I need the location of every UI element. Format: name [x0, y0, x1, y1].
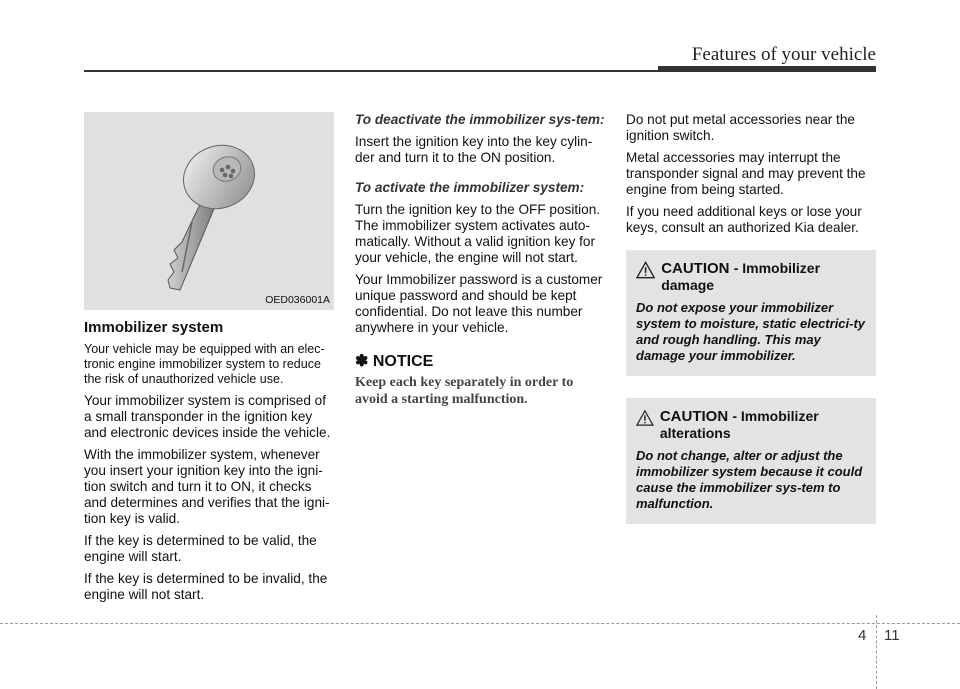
- caution-title: [660, 408, 868, 442]
- caution-text: Do not expose your immobilizer system to moisture, static electrici-ty and rough handling. This may damage your immobilizer.: [636, 300, 866, 363]
- body-paragraph: If the key is determined to be valid, the engine will start.: [84, 533, 317, 564]
- page-number: 11: [884, 627, 900, 644]
- deactivate-heading: To deactivate the immobilizer sys-tem:: [355, 112, 605, 127]
- body-paragraph: If you need additional keys or lose your keys, consult an authorized Kia dealer.: [626, 204, 862, 235]
- ignition-key-illustration: [84, 112, 334, 310]
- figure-caption: OED036001A: [265, 294, 330, 306]
- warning-triangle-icon: [636, 261, 655, 279]
- activate-text: Turn the ignition key to the OFF position. The immobilizer system activates auto-matically. Without a valid ignition key for your vehicle, the engine will not start.: [355, 202, 601, 265]
- key-figure: [84, 112, 334, 310]
- intro-paragraph: Your vehicle may be equipped with an elec-tronic engine immobilizer system to reduce the risk of unauthorized vehicle use.: [84, 342, 325, 386]
- deactivate-text: Insert the ignition key into the key cylin-der and turn it to the ON position.: [355, 134, 593, 165]
- caution-topic: - Immobilizer damage: [661, 260, 821, 293]
- warning-triangle-icon: [636, 409, 654, 427]
- body-paragraph: Your immobilizer system is comprised of a small transponder in the ignition key and electronic devices inside the vehicle.: [84, 393, 331, 440]
- password-text: Your Immobilizer password is a customer unique password and should be kept confidential. Do not leave this number anywhere in your vehicle.: [355, 272, 603, 335]
- caution-label: CAUTION: [659, 408, 729, 425]
- caution-label: CAUTION: [661, 260, 730, 277]
- chapter-number: 4: [858, 627, 867, 644]
- footer-rule: [0, 623, 960, 624]
- caution-box-alterations: [626, 398, 876, 524]
- caution-text: Do not change, alter or adjust the immobilizer system because it could cause the immobilizer sys-tem to malfunction.: [636, 448, 863, 511]
- section-heading: Immobilizer system: [84, 319, 224, 336]
- notice-text: Keep each key separately in order to avoid a starting malfunction.: [355, 375, 574, 407]
- body-paragraph: With the immobilizer system, whenever you insert your ignition key into the igni-tion switch and turn it to ON, it checks and determines and verifies that the igni-tion key is valid.: [84, 447, 330, 526]
- body-paragraph: Do not put metal accessories near the ignition switch.: [626, 112, 855, 143]
- header-rule-accent: [658, 66, 876, 72]
- caution-box-damage: [626, 250, 876, 376]
- column-left: [84, 112, 334, 609]
- running-header: Features of your vehicle: [691, 44, 876, 65]
- caution-topic: - Immobilizer alterations: [659, 408, 819, 441]
- page-number-separator: [876, 615, 877, 689]
- notice-heading: ✽ NOTICE: [355, 353, 434, 370]
- column-right: [626, 112, 876, 524]
- caution-title: [661, 260, 868, 294]
- column-middle: [355, 112, 605, 408]
- body-paragraph: If the key is determined to be invalid, the engine will not start.: [84, 571, 328, 602]
- body-paragraph: Metal accessories may interrupt the transponder signal and may prevent the engine from being started.: [626, 150, 866, 197]
- activate-heading: To activate the immobilizer system:: [355, 180, 585, 195]
